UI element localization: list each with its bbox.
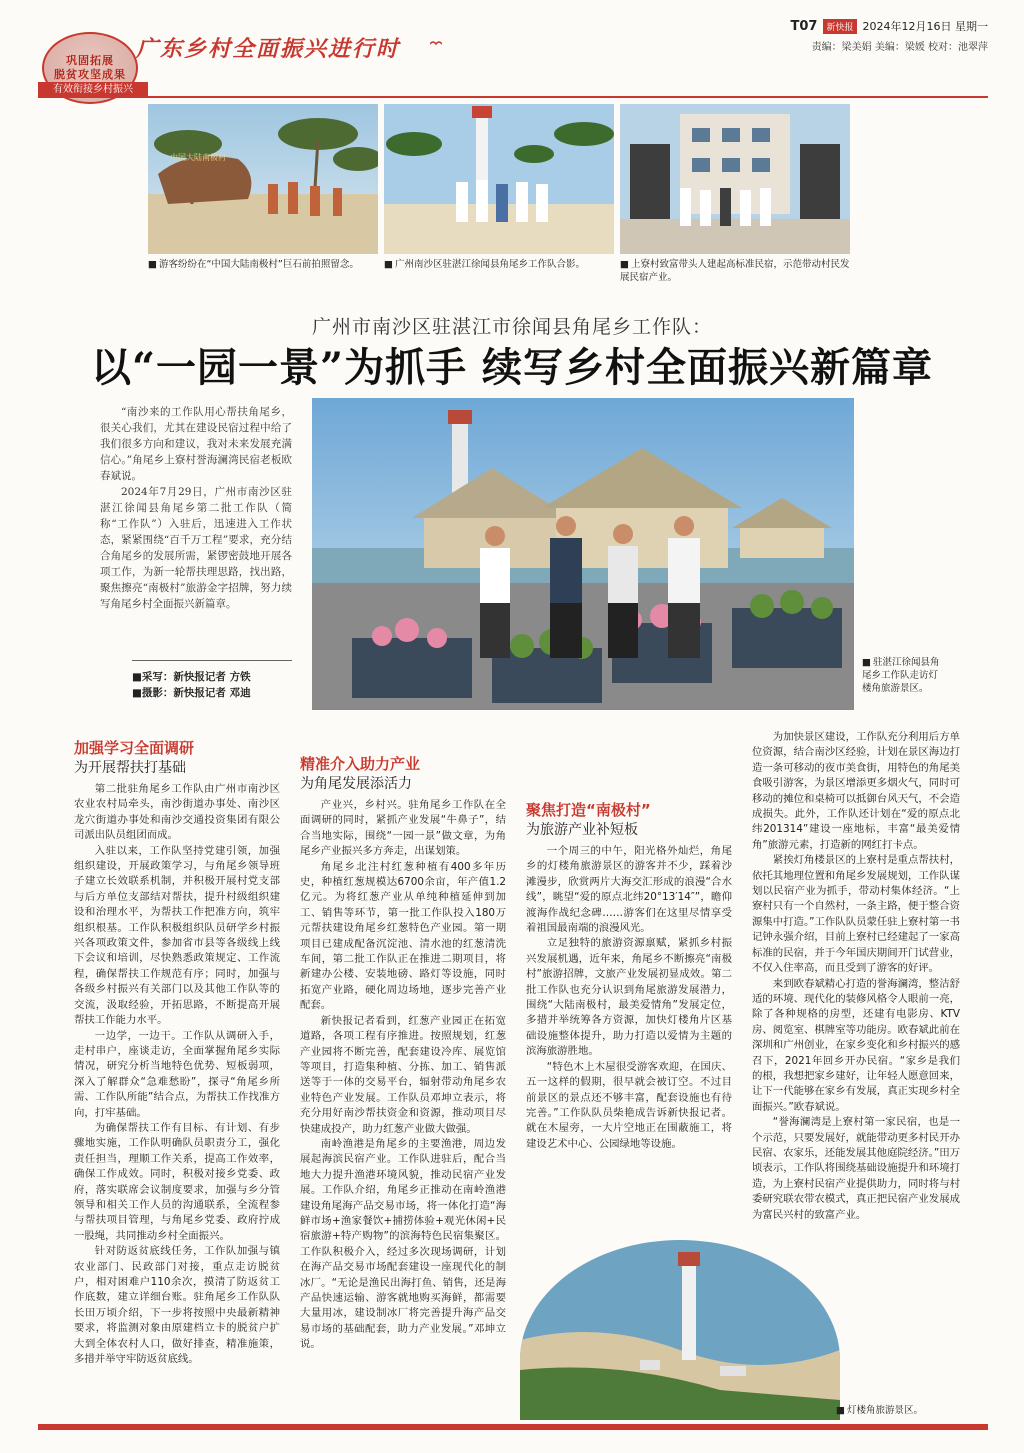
photo-team-group-caption: ■ 广州南沙区驻湛江徐闻县角尾乡工作队合影。 [384,258,620,271]
photo-lighthouse-caption: ■ 灯楼角旅游景区。 [836,1404,946,1417]
photo-tourists-rock [148,104,378,254]
body-para: 为确保帮扶工作有目标、有计划、有步骤地实施，工作队明确队员职责分工，强化责任担当，理顺工作关系，提高工作效率，确保工作成效。同时，积极对接乡党委、政府，落实联席会议制度要求，加强与乡分管领导和相关工作人员的沟通联系，全流程参与帮扶项目管理，与角尾乡党委、政府拧成一股绳，共同推动乡村全面振兴。 [74,1121,280,1242]
photo-homestay-image [620,104,850,254]
photo-team-group [384,104,614,254]
photo-tourists-rock-caption: ■ 游客纷纷在“中国大陆南极村”巨石前拍照留念。 [148,258,384,271]
body-para: “特色木上木屋很受游客欢迎，在国庆、五一这样的假期，很早就会被订空。不过目前景区的景点还不够丰富，配套设施也有待完善。”工作队队员柴艳成告诉新快报记者。就在木屋旁，一大片空地正在围蔽施工，将建设艺术中心、公园绿地等设施。 [526,1060,732,1150]
section-3-title: 聚焦打造“南极村” [526,801,651,819]
body-para: “誉海澜湾是上寮村第一家民宿，也是一个示范，只要发展好，就能带动更多村民开办民宿、农家乐，还能发展其他庭院经济。”田万顷表示，工作队将围绕基础设施提升和环境打造，为上寮村民宿产业提供助力，同时将与村委研究联农带农模式，真正把民宿产业发展成为富民兴村的致富产业。 [752,1116,960,1221]
seal-line1: 巩固拓展 [66,54,114,67]
photo-team-visit-caption: ■ 驻湛江徐闻县角尾乡工作队走访灯楼角旅游景区。 [862,656,946,695]
bylines [132,660,292,701]
photo-team-visit-scenic-area [312,398,854,710]
rock-inscription: 中国大陆南极村 [170,153,226,162]
section-1-subtitle: 为开展帮扶打基础 [74,760,186,776]
editors-line: 责编：梁美娟 美编：梁媛 校对：池翠萍 [811,42,988,53]
body-para: 为加快景区建设，工作队充分利用后方单位资源，结合南沙区经验，计划在景区海边打造一条可移动的夜市美食街，用特色的角尾美食吸引游客，为景区增添更多烟火气，同时可移动的摊位和桌椅可以抵御台风天气，不会造成损失。此外，工作队还计划在“爱的原点北纬201314”建设一座地标，丰富“最美爱情角”旅游元素，打造新的网红打卡点。 [752,731,960,851]
page-info [791,18,988,53]
photo-lighthouse-aerial [520,1240,840,1420]
body-para: 一个周三的中午，阳光格外灿烂，角尾乡的灯楼角旅游景区的游客并不少，踩着沙滩漫步，欣赏两片大海交汇形成的浪漫“合水线”，眺望“爱的原点北纬20°13′14″”，瞻仰渡海作战纪念碑……游客们在这里尽情享受着祖国最南端的浪漫风光。 [526,845,732,935]
lead [100,404,292,612]
column-1 [74,734,280,1367]
body-para: 第二批驻角尾乡工作队由广州市南沙区农业农村局牵头，南沙街道办事处、南沙区龙穴街道办事处和南沙交通投资集团有限公司派出队员组团而成。 [74,783,280,842]
body-para: 紧挨灯角楼景区的上寮村是重点帮扶村，依托其地理位置和角尾乡发展规划，工作队谋划以民宿产业为抓手，带动村集体经济。“上寮村只有一个自然村，一条主路，便于整合资源集中打造。”工作队队员蒙任驻上寮村第一书记钟永强介绍，目前上寮村已经建起了一家高标准的民宿，并于今年国庆期间开门试营业，不仅入住率高，而且受到了游客的好评。 [752,854,960,975]
column-ribbon: 有效衔接乡村振兴 [38,82,148,98]
issue-date: 2024年12月16日 星期一 [862,20,988,33]
body-para: 来到欧春斌精心打造的誉海澜湾，整洁舒适的环境、现代化的装修风格令人眼前一亮，除了各种规格的房型，还建有电影房、KTV房、阅览室、棋牌室等功能房。欧春斌此前在深圳和广州创业，在家乡变化和乡村振兴的感召下，2021年回乡开办民宿。“家乡是我们的根，我想把家乡建好，让年轻人愿意回来，让下一代能够在家乡有发展，真正实现乡村全面振兴。”欧春斌说。 [752,977,960,1113]
kicker: 广州市南沙区驻湛江市徐闻县角尾乡工作队： [311,316,712,338]
column-3 [526,796,732,1152]
body-para: 新快报记者看到，红葱产业园正在拓宽道路，各项工程有序推进。按照规划，红葱产业园将不断完善，配套建设冷库、展览馆等项目，打造集种植、分拣、加工、销售派送等于一体的交易平台，辐射带动角尾乡农业特色产业发展。工作队员邓坤立表示，将充分用好南沙帮扶资金和资源，推动项目尽快建成投产，助力红葱产业做大做强。 [300,1014,506,1135]
byline-photo: ■摄影：新快报记者 邓迪 [132,687,251,699]
lead-para: “南沙来的工作队用心帮扶角尾乡，很关心我们，尤其在建设民宿过程中给了我们很多方向和建议，我对未来发展充满信心。”角尾乡上寮村誉海澜湾民宿老板欧春斌说。 [100,406,292,482]
section-1-title: 加强学习全面调研 [74,739,195,757]
photo-homestay [620,104,850,254]
body-para: 南岭渔港是角尾乡的主要渔港，周边发展起海滨民宿产业。工作队进驻后，配合当地大力提升渔港环境风貌，推动民宿产业发展。工作队介绍，角尾乡正推动在南岭渔港建设角尾海产品交易市场，将一体化打造“海鲜市场+渔家餐饮+捕捞体验+观光休闲+民宿旅游+特产购物”的滨海特色民宿集聚区。工作队积极介入，经过多次现场调研，计划在海产品交易市场配套建设一座现代化的制冰厂。“无论是渔民出海打鱼、销售，还是海产品快速运输、游客就地购买海鲜，都需要大量用冰，建设制冰厂将完善提升海产品交易市场的基础配套，助力产业发展。”邓坤立说。 [300,1137,506,1351]
footer-rule [38,1424,988,1430]
section-2-title: 精准介入助力产业 [300,755,421,773]
column-4 [752,730,960,1223]
bird-icon [430,40,442,48]
body-para: 一边学，一边干。工作队从调研入手，走村串户，座谈走访，全面掌握角尾乡实际情况，研究分析当地特色优势、短板弱项，深入了解群众“急难愁盼”，探寻“角尾乡所需、工作队所能”结合点，为帮扶工作找准方向，打牢基础。 [74,1029,280,1119]
section-2-subtitle: 为角尾发展添活力 [300,776,412,792]
body-para: 针对防返贫底线任务，工作队加强与镇农业部门、民政部门对接，重点走访脱贫户，相对困难户110余次，摸清了防返贫工作底数，建立详细台账。驻角尾乡工作队队长田万顷介绍，下一步将按照中央最新精神要求，将监测对象由原建档立卡的脱贫户扩大到全体农村人口，做好排查，精准施策，多措并举守牢防返贫底线。 [74,1245,280,1366]
paper-logo: 新快报 [823,19,856,34]
photo-homestay-caption: ■ 上寮村致富带头人建起高标准民宿，示范带动村民发展民宿产业。 [620,258,856,284]
headline: 以“一园一景”为抓手 续写乡村全面振兴新篇章 [91,344,933,391]
byline-writer: ■采写：新快报记者 方铁 [132,671,251,683]
header-rule [144,96,988,98]
body-para: 产业兴，乡村兴。驻角尾乡工作队在全面调研的同时，紧抓产业发展“牛鼻子”，结合当地实际，围绕“一园一景”做文章，为角尾乡产业振兴多方奔走，出谋划策。 [300,799,506,858]
masthead [38,18,988,98]
photo-team-group-image [384,104,614,254]
column-title: 广东乡村全面振兴进行时 [136,36,401,62]
photo-tourists-rock-image [148,104,378,254]
photo-team-visit-image [312,398,854,710]
body-para: 角尾乡北注村红葱种植有400多年历史，种植红葱规模达6700余亩，年产值1.2亿元。为将红葱产业从单纯种植延伸到加工、销售等环节，第一批工作队投入180万元帮扶建设角尾乡红葱特色产业园。第一期项目已建成配备沉淀池、清水池的红葱清洗车间，第二批工作队正在推进二期项目，将新建办公楼、安装地磅、路灯等设施，同时拓宽产业路，硬化周边场地，逐步完善产业配套。 [300,860,506,1012]
column-2 [300,750,506,1353]
seal-line2: 脱贫攻坚成果 [54,68,126,81]
section-3-subtitle: 为旅游产业补短板 [526,822,638,838]
body-para: 入驻以来，工作队坚持党建引领，加强组织建设，开展政策学习，与角尾乡领导班子建立长效联系机制，并积极开展村党支部与后方单位支部结对帮扶，提升村级组织建设和治理水平，为帮扶工作把准方向，筑牢组织根基。工作队积极组织队员研学乡村振兴各项政策文件，参加省市县等各级线上线下会议和培训，尽快熟悉政策规定、工作流程，确保帮扶工作规范有序；同时，加强与各级乡村振兴有关部门以及其他工作队等的交流，汲取经验，开拓思路，不断提高开展帮扶工作能力水平。 [74,844,280,1027]
page-number: T07 [790,18,818,34]
lead-para: 2024年7月29日，广州市南沙区驻湛江徐闻县角尾乡第二批工作队（简称“工作队”）入驻后，迅速进入工作状态，紧紧围绕“百千万工程”要求，充分结合角尾乡的发展所需，紧锣密鼓地开展各项工作，为新一轮帮扶理思路，找出路，聚焦擦亮“南极村”旅游金字招牌，努力续写角尾乡村全面振兴新篇章。 [100,486,292,610]
body-para: 立足独特的旅游资源禀赋，紧抓乡村振兴发展机遇，近年来，角尾乡不断擦亮“南极村”旅游招牌，文旅产业发展初显成效。第二批工作队也充分认识到角尾旅游发展潜力，围绕“大陆南极村，最美爱情角”发展定位，多措并举统筹各方资源，加快灯楼角片区基础设施整体提升，助力打造以爱情为主题的滨海旅游胜地。 [526,937,732,1058]
photo-lighthouse-aerial-image [520,1240,840,1420]
